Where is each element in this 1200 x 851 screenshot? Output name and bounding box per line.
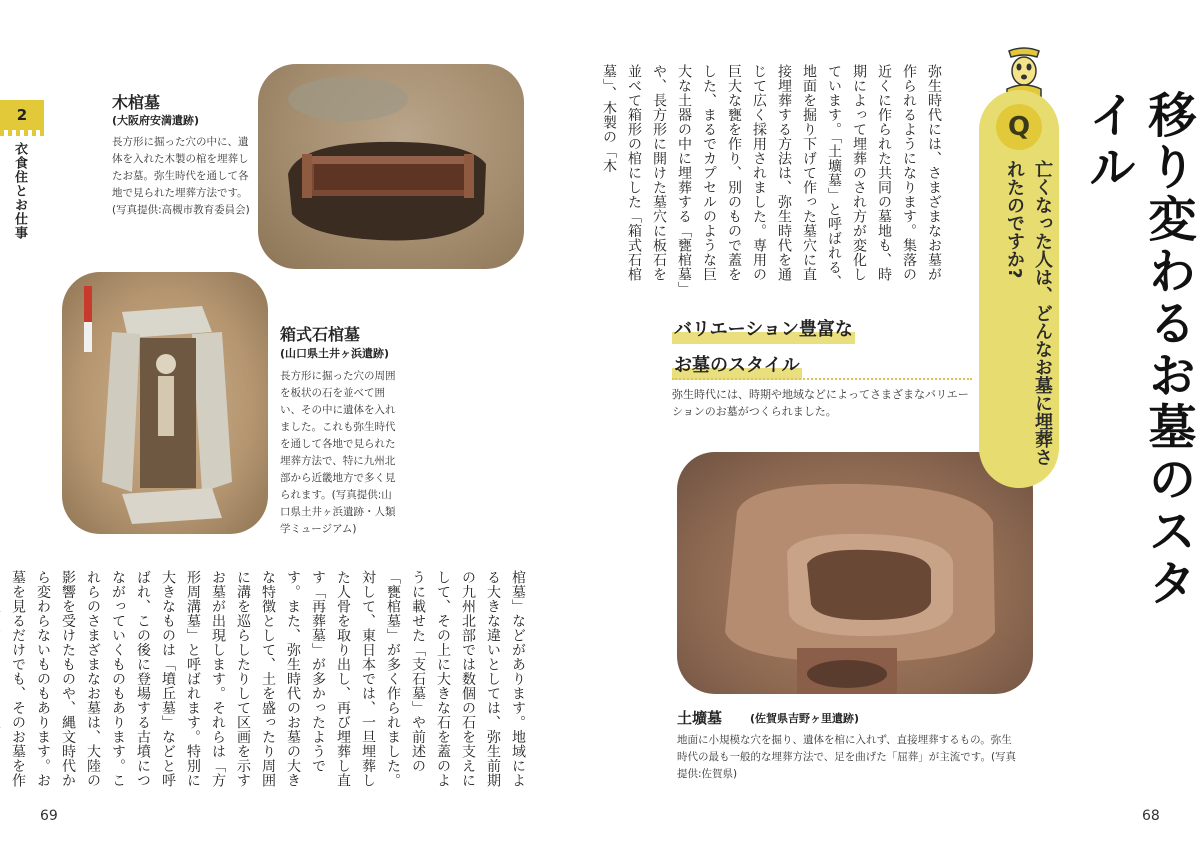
variation-heading — [672, 316, 972, 380]
chapter-tab-pattern — [0, 130, 44, 136]
caption-body-dokou: 地面に小規模な穴を掘り、遺体を棺に入れず、直接埋葬するもの。弥生時代の最も一般的な埋葬方法で、足を曲げた「屈葬」が主流です。(写真提供:佐賀県) — [677, 734, 1017, 780]
variation-body: 弥生時代には、時期や地域などによってさまざまなバリエーションのお墓がつくられました。 — [672, 388, 969, 418]
page-number-left: 69 — [40, 808, 58, 824]
caption-title-dokou: 土壙墓 — [677, 709, 723, 727]
chapter-label: 衣食住とお仕事 — [12, 142, 27, 240]
variation-heading-line2: お墓のスタイル — [672, 352, 802, 380]
caption-title-mokkan: 木棺墓 — [112, 93, 161, 112]
page-title: 移り変わるお墓のスタイル — [1080, 90, 1196, 610]
chapter-tab — [0, 100, 44, 130]
pit-grave-illustration — [677, 452, 1033, 694]
photo-wooden-coffin-grave — [258, 64, 524, 269]
caption-body-hakogata: 長方形に掘った穴の周囲を板状の石を並べて囲い、その中に遺体を入れました。これも弥生時代を通して各地で見られた埋葬方法で、特に九州北部から近畿地方で多く見られます。(写真提供:山口県土井ヶ浜遺跡・人類学ミュージアム) — [280, 370, 396, 535]
page-number-right: 68 — [1142, 808, 1160, 824]
caption-subtitle-mokkan: (大阪府安満遺跡) — [112, 114, 200, 127]
body-text-top: 弥生時代には、さまざまなお墓が作られるようになります。集落の近くに作られた共同の墓地も、時期によって埋葬のされ方が変化しています。「土壙墓」と呼ばれる、地面を掘り下げて作った墓穴に直接埋葬する方法は、弥生時代を通じて広く採用されました。専用の巨大な甕を作り、別のもので蓋をした、まるでカプセルのような巨大な土器の中に埋葬する「甕棺墓」や、長方形に開けた墓穴に板石を並べて箱形の棺にした「箱式石棺墓」、木製の「木 — [601, 64, 942, 289]
variation-heading-line1: バリエーション豊富な — [672, 316, 855, 344]
photo-stone-coffin-grave — [62, 272, 268, 534]
dotted-divider — [672, 378, 972, 380]
photo-pit-grave — [677, 452, 1033, 694]
body-text-bottom: 棺墓」などがあります。地域による大きな違いとしては、弥生前期の九州北部では数個の石を支えにして、その上に大きな石を蓋のように載せた「支石墓」や前述の「甕棺墓」が多く作られました。対して、東日本では、一旦埋葬した人骨を取り出し、再び埋葬し直す「再葬墓」が多かったようです。また、弥生時代のお墓の大きな特徴として、土を盛ったり周囲に溝を巡らしたりして区画を示すお墓が出現します。それらは「方形周溝墓」と呼ばれます。特別に大きなものは「墳丘墓」などと呼ばれ、この後に登場する古墳につながっていくものもあります。これらのさまざまなお墓は、大陸の影響を受けたものや、縄文時代から変わらないものもあります。お墓を見るだけでも、そのお墓を作 — [10, 570, 526, 788]
chapter-number: 2 — [16, 106, 28, 124]
stone-coffin-illustration — [62, 272, 268, 534]
caption-body-mokkan: 長方形に掘った穴の中に、遺体を入れた木製の棺を埋葬したお墓。弥生時代を通して各地で見られた埋葬方法です。(写真提供:高槻市教育委員会) — [112, 136, 250, 216]
caption-title-hakogata: 箱式石棺墓 — [280, 325, 361, 344]
caption-subtitle-hakogata: (山口県土井ヶ浜遺跡) — [280, 347, 390, 360]
question-text: 亡くなった人は、どんなお墓に埋葬されたのですか? — [1004, 160, 1053, 466]
caption-subtitle-dokou: (佐賀県吉野ヶ里遺跡) — [750, 712, 860, 725]
wooden-coffin-illustration — [258, 64, 524, 269]
question-marker: Q — [996, 104, 1042, 150]
